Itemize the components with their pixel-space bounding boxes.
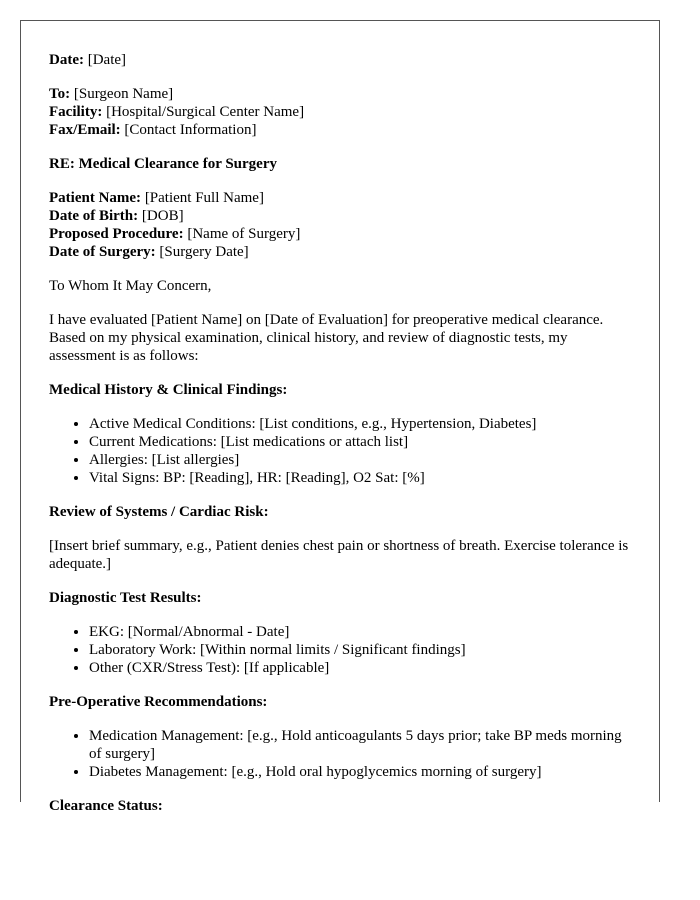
facility-value: [Hospital/Surgical Center Name] xyxy=(106,104,305,120)
fax-label: Fax/Email: xyxy=(49,122,121,138)
patient-name-value: [Patient Full Name] xyxy=(144,190,264,206)
patient-name-label: Patient Name: xyxy=(49,190,142,206)
review-of-systems-text: [Insert brief summary, e.g., Patient denies chest pain or shortness of breath. Exercise tolerance is adequate.] xyxy=(49,538,629,572)
diagnostics-list xyxy=(49,623,634,677)
facility-line xyxy=(49,103,634,121)
procedure-label: Proposed Procedure: xyxy=(49,226,184,242)
date-label: Date: xyxy=(49,52,84,68)
fax-value: [Contact Information] xyxy=(124,122,257,138)
to-value: [Surgeon Name] xyxy=(73,86,174,102)
letter-page xyxy=(20,20,660,814)
surgery-date-line xyxy=(49,243,634,261)
list-item: • Laboratory Work: [Within normal limits / Significant findings] xyxy=(89,641,634,659)
list-item: • Diabetes Management: [e.g., Hold oral hypoglycemics morning of surgery] xyxy=(89,763,634,781)
list-item: • EKG: [Normal/Abnormal - Date] xyxy=(89,623,634,641)
intro-paragraph: I have evaluated [Patient Name] on [Date of Evaluation] for preoperative medical clearance. Based on my physical examination, clinical history, and review of diagnostic tests, my assessment is as follows: xyxy=(49,312,604,364)
dob-value: [DOB] xyxy=(141,208,184,224)
list-item: • Vital Signs: BP: [Reading], HR: [Reading], O2 Sat: [%] xyxy=(89,469,634,487)
surgery-date-value: [Surgery Date] xyxy=(159,244,249,260)
date-block xyxy=(49,51,634,69)
patient-block xyxy=(49,189,634,261)
recipient-block xyxy=(49,85,634,139)
clearance-heading: Clearance Status: xyxy=(49,798,163,814)
review-of-systems-heading: Review of Systems / Cardiac Risk: xyxy=(49,504,269,520)
to-line xyxy=(49,85,634,103)
list-item: • Current Medications: [List medications or attach list] xyxy=(89,433,634,451)
list-item: • Active Medical Conditions: [List conditions, e.g., Hypertension, Diabetes] xyxy=(89,415,634,433)
diagnostics-heading: Diagnostic Test Results: xyxy=(49,590,202,606)
surgery-date-label: Date of Surgery: xyxy=(49,244,156,260)
list-item: • Medication Management: [e.g., Hold anticoagulants 5 days prior; take BP meds morning of surgery] xyxy=(89,727,634,763)
salutation: To Whom It May Concern, xyxy=(49,278,212,294)
medical-history-heading: Medical History & Clinical Findings: xyxy=(49,382,288,398)
date-value: [Date] xyxy=(87,52,127,68)
list-item: • Allergies: [List allergies] xyxy=(89,451,634,469)
date-line xyxy=(49,51,634,69)
medical-history-list xyxy=(49,415,634,487)
facility-label: Facility: xyxy=(49,104,103,120)
to-label: To: xyxy=(49,86,71,102)
patient-name-line xyxy=(49,189,634,207)
procedure-value: [Name of Surgery] xyxy=(187,226,301,242)
letter-content xyxy=(49,51,634,831)
fax-line xyxy=(49,121,634,139)
list-item: • Other (CXR/Stress Test): [If applicable] xyxy=(89,659,634,677)
recommendations-heading: Pre-Operative Recommendations: xyxy=(49,694,268,710)
procedure-line xyxy=(49,225,634,243)
recommendations-list xyxy=(49,727,634,781)
subject-heading: RE: Medical Clearance for Surgery xyxy=(49,156,277,172)
dob-line xyxy=(49,207,634,225)
dob-label: Date of Birth: xyxy=(49,208,139,224)
